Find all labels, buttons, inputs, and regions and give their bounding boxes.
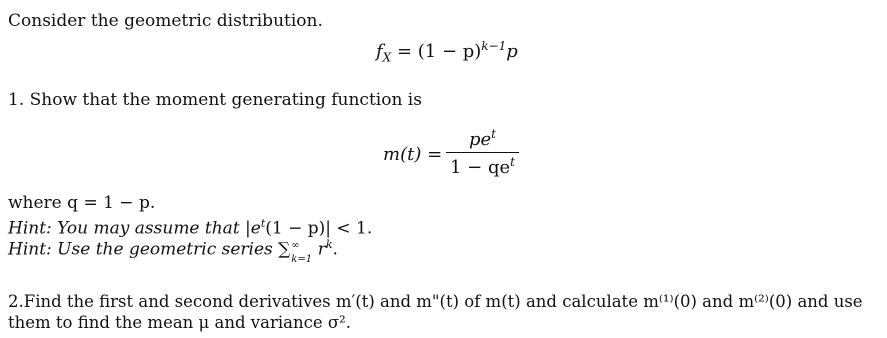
hint1-label: Hint: (8, 218, 52, 239)
mgf-fraction (446, 127, 519, 178)
mgf-numerator-text: pe (468, 129, 492, 150)
mgf-denominator (446, 153, 519, 178)
mgf-lhs: m(t) = (383, 144, 443, 165)
hint2-r: r (312, 239, 326, 260)
pmf-lhs-sub: X (382, 50, 392, 65)
question1-text: 1. Show that the moment generating function is (8, 90, 422, 110)
hint1-tail: (1 − p)| < 1. (265, 218, 373, 239)
intro-text: Consider the geometric distribution. (8, 11, 323, 31)
sum-limits (290, 239, 313, 265)
hint2-text: Use the geometric series ∑ (51, 239, 291, 260)
pmf-lhs: f (376, 41, 383, 62)
hint2-r-exp: k (325, 238, 333, 251)
mgf-numerator-exp: t (491, 127, 496, 141)
hint2-tail: . (332, 239, 338, 260)
mgf-denominator-exp: t (510, 155, 515, 170)
where-text: where q = 1 − p. (8, 193, 156, 213)
pmf-rhs-base: = (1 − p) (391, 41, 482, 62)
hint1-exp: t (260, 217, 266, 230)
pmf-formula (376, 35, 518, 69)
hint1-text: You may assume that |e (51, 218, 261, 239)
pmf-rhs-exp: k−1 (481, 39, 507, 53)
hint2-label: Hint: (8, 239, 52, 260)
question2-line1: 2.Find the first and second derivatives m′(t) and m"(t) of m(t) and calculate m⁽¹⁾(0) and m⁽²⁾(0) and use (8, 292, 863, 311)
mgf-denominator-text: 1 − qe (450, 157, 511, 179)
pmf-rhs-tail: p (506, 41, 518, 62)
mgf-numerator (465, 127, 500, 152)
hint2-sub: k=1 (291, 253, 313, 265)
question2-line2: them to find the mean μ and variance σ². (8, 313, 351, 332)
hint2-sup: ∞ (291, 239, 300, 251)
hint2 (8, 235, 338, 265)
